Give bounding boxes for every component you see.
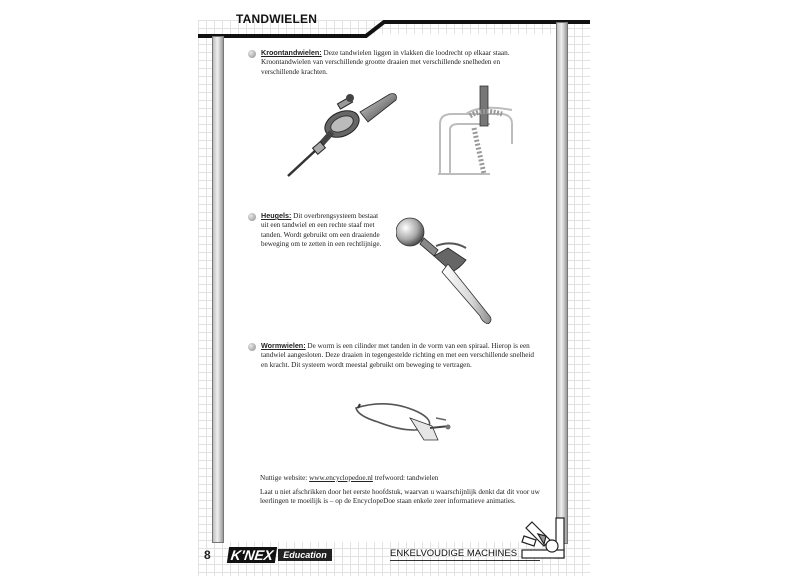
bullet-icon (248, 343, 256, 351)
worm-gear-device-image (348, 398, 460, 446)
brand-sub-text: Education (278, 549, 332, 561)
section-footer-title: ENKELVOUDIGE MACHINES (390, 548, 540, 561)
bullet-icon (248, 50, 256, 58)
knex-education-logo (228, 547, 332, 563)
note-text: Laat u niet afschrikken door het eerste hoofdstuk, waarvan u waarschijnlijk denkt dat dit voor uw leerlingen te moeilijk is – op de EncyclopeDoe staan enkele zeer informatieve animaties. (260, 487, 540, 505)
section-text: Dit overbrengsysteem bestaat uit een tandwiel en een rechte staaf met tanden. Wordt gebruikt om een draaiende beweging om te zetten in een rechtlijnige. (261, 212, 382, 248)
note-suffix: trefwoord: tandwielen (372, 474, 439, 482)
section-term: Kroontandwielen: (261, 48, 322, 57)
section-text: De worm is een cilinder met tanden in de vorm van een spiraal. Hierop is een tandwiel aangesloten. Deze draaien in tegengestelde richting en met een verschillende snelheid en kracht. Dit systeem wordt meestal gebruikt om beweging te vertragen. (261, 342, 535, 369)
section-term: Heugels: (261, 211, 292, 220)
ice-cream-scoop-image (396, 212, 502, 324)
note-prefix: Nuttige website: (260, 474, 310, 482)
page-title: TANDWIELEN (236, 12, 318, 26)
brand-logo-text: K'NEX (227, 547, 277, 563)
knex-connector-icon (520, 516, 570, 564)
crown-gear-model-image (430, 84, 522, 180)
section-wormwielen (261, 341, 539, 370)
page-number: 8 (204, 548, 211, 562)
hand-drill-image (282, 88, 402, 180)
header-rule (0, 0, 800, 40)
section-text: Deze tandwielen liggen in vlakken die loodrecht op elkaar staan. Kroontandwielen van verschillende grootte draaien met verschillende snelheden en verschillende krachten. (261, 49, 510, 76)
section-kroontandwielen (261, 48, 537, 77)
website-link[interactable]: www.encyclopedoe.nl (309, 474, 373, 482)
section-heugels (261, 211, 383, 249)
section-term: Wormwielen: (261, 341, 306, 350)
bullet-icon (248, 213, 256, 221)
right-column-bar (556, 22, 568, 544)
useful-website-note (260, 474, 544, 507)
left-column-bar (212, 36, 224, 543)
